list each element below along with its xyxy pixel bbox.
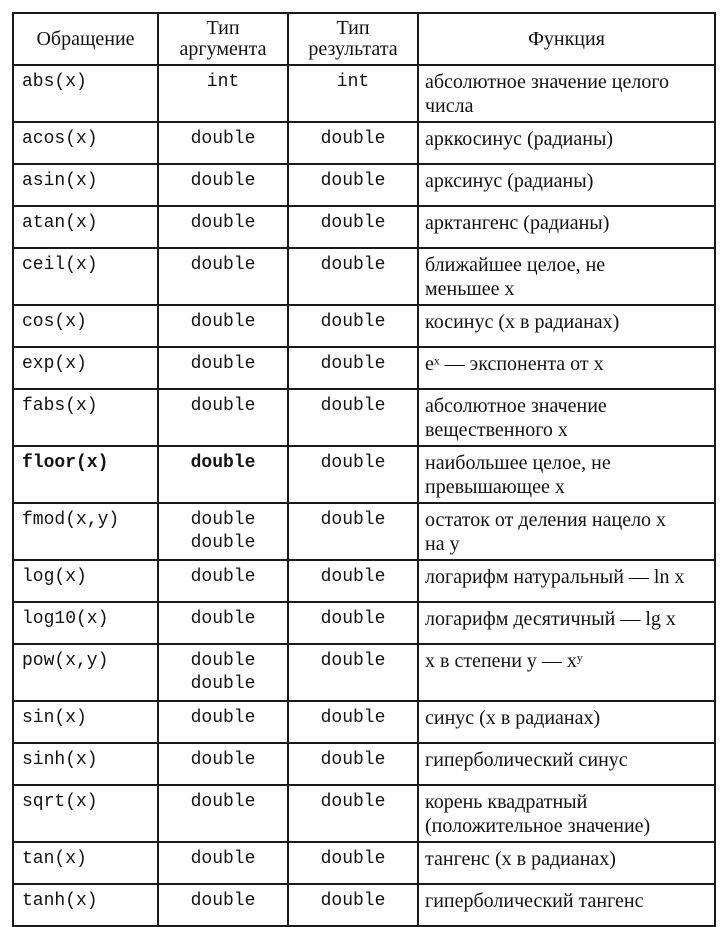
arg-type-value: double (190, 396, 256, 416)
cell-result-type: double (288, 842, 418, 884)
description-line: ближайшее целое, не (425, 254, 606, 276)
cell-call: log10(x) (13, 602, 158, 644)
cell-result-type: double (288, 701, 418, 743)
table-row (13, 206, 715, 248)
cell-call: asin(x) (13, 164, 158, 206)
description-line: (положительное значение) (425, 815, 651, 837)
cell-result-type: double (288, 164, 418, 206)
description-line: корень квадратный (425, 791, 588, 813)
cell-call: acos(x) (13, 122, 158, 164)
cell-result-type: double (288, 347, 418, 389)
arg-type-value: double (190, 129, 256, 149)
table-row (13, 305, 715, 347)
cell-arg-type (158, 602, 288, 644)
cell-result-type: double (288, 785, 418, 842)
cell-call: abs(x) (13, 65, 158, 122)
cell-arg-type (158, 743, 288, 785)
arg-type-value: double (190, 354, 256, 374)
cell-function-description (418, 122, 715, 164)
table-row (13, 122, 715, 164)
cell-arg-type (158, 560, 288, 602)
cell-arg-type (158, 446, 288, 503)
description-line: eˣ — экспонента от x (425, 353, 604, 375)
header-arg-type: Тип аргумента (158, 13, 288, 65)
arg-type-value: double (190, 849, 256, 869)
cell-arg-type (158, 842, 288, 884)
arg-type-value: double (190, 255, 256, 275)
cell-call: pow(x,y) (13, 644, 158, 701)
description-line: логарифм натуральный — ln x (425, 566, 685, 588)
description-line: остаток от деления нацело x (425, 509, 667, 531)
cell-result-type: double (288, 560, 418, 602)
cell-arg-type (158, 164, 288, 206)
cell-result-type: double (288, 206, 418, 248)
header-function: Функция (418, 13, 715, 65)
header-call: Обращение (13, 13, 158, 65)
cell-function-description (418, 785, 715, 842)
cell-function-description (418, 743, 715, 785)
arg-type-value: double (190, 510, 256, 530)
description-line: превышающее x (425, 476, 565, 498)
cell-arg-type (158, 206, 288, 248)
cell-call: sin(x) (13, 701, 158, 743)
math-functions-table-container (12, 12, 714, 912)
cell-call: exp(x) (13, 347, 158, 389)
description-line: вещественного x (425, 419, 568, 441)
cell-result-type: double (288, 743, 418, 785)
cell-arg-type (158, 305, 288, 347)
description-line: меньшее x (425, 278, 515, 300)
cell-call: log(x) (13, 560, 158, 602)
table-row (13, 65, 715, 122)
cell-function-description (418, 884, 715, 926)
cell-call: tan(x) (13, 842, 158, 884)
description-line: логарифм десятичный — lg x (425, 608, 676, 630)
table-row (13, 560, 715, 602)
table-header-row (13, 13, 715, 65)
description-line: числа (425, 95, 474, 117)
table-row (13, 503, 715, 560)
cell-result-type: double (288, 122, 418, 164)
cell-call: cos(x) (13, 305, 158, 347)
table-row (13, 347, 715, 389)
cell-result-type: double (288, 644, 418, 701)
description-line: на y (425, 533, 460, 555)
cell-arg-type (158, 644, 288, 701)
description-line: гиперболический тангенс (425, 890, 644, 912)
arg-type-value: double (190, 708, 256, 728)
description-line: арксинус (радианы) (425, 170, 594, 192)
cell-call: atan(x) (13, 206, 158, 248)
description-line: абсолютное значение (425, 395, 607, 417)
arg-type-value: int (206, 72, 240, 92)
table-row (13, 785, 715, 842)
table-row (13, 701, 715, 743)
cell-arg-type (158, 389, 288, 446)
cell-arg-type (158, 248, 288, 305)
cell-call: sqrt(x) (13, 785, 158, 842)
description-line: тангенс (x в радианах) (425, 848, 616, 870)
math-functions-table (12, 12, 716, 927)
arg-type-value: double (190, 213, 256, 233)
cell-result-type: double (288, 389, 418, 446)
table-row (13, 842, 715, 884)
cell-function-description (418, 248, 715, 305)
table-body (13, 65, 715, 926)
cell-result-type: double (288, 503, 418, 560)
table-row (13, 884, 715, 926)
cell-call: ceil(x) (13, 248, 158, 305)
arg-type-value: double (190, 891, 256, 911)
cell-result-type: int (288, 65, 418, 122)
cell-function-description (418, 164, 715, 206)
table-row (13, 164, 715, 206)
cell-arg-type (158, 347, 288, 389)
arg-type-value: double (190, 750, 256, 770)
cell-arg-type (158, 122, 288, 164)
arg-type-value: double (190, 674, 256, 694)
description-line: арккосинус (радианы) (425, 128, 614, 150)
cell-arg-type (158, 884, 288, 926)
arg-type-value: double (190, 567, 256, 587)
cell-function-description (418, 206, 715, 248)
table-row (13, 389, 715, 446)
arg-type-value: double (190, 651, 256, 671)
arg-type-value: double (190, 171, 256, 191)
cell-arg-type (158, 65, 288, 122)
cell-function-description (418, 701, 715, 743)
arg-type-value: double (190, 792, 256, 812)
cell-function-description (418, 347, 715, 389)
cell-result-type: double (288, 248, 418, 305)
description-line: x в степени y — xʸ (425, 650, 583, 672)
arg-type-value: double (190, 312, 256, 332)
description-line: гиперболический синус (425, 749, 628, 771)
description-line: арктангенс (радианы) (425, 212, 610, 234)
cell-result-type: double (288, 602, 418, 644)
cell-function-description (418, 602, 715, 644)
cell-call: tanh(x) (13, 884, 158, 926)
arg-type-value: double (190, 533, 256, 553)
table-row (13, 446, 715, 503)
arg-type-value: double (190, 453, 256, 473)
cell-arg-type (158, 701, 288, 743)
description-line: косинус (x в радианах) (425, 311, 620, 333)
cell-result-type: double (288, 305, 418, 347)
description-line: абсолютное значение целого (425, 71, 670, 93)
table-row (13, 602, 715, 644)
description-line: наибольшее целое, не (425, 452, 611, 474)
cell-function-description (418, 65, 715, 122)
cell-function-description (418, 305, 715, 347)
cell-function-description (418, 503, 715, 560)
table-row (13, 743, 715, 785)
cell-arg-type (158, 785, 288, 842)
cell-result-type: double (288, 446, 418, 503)
table-row (13, 248, 715, 305)
cell-call: fmod(x,y) (13, 503, 158, 560)
arg-type-value: double (190, 609, 256, 629)
cell-function-description (418, 842, 715, 884)
header-result-type: Тип результата (288, 13, 418, 65)
cell-call: floor(x) (13, 446, 158, 503)
table-row (13, 644, 715, 701)
cell-result-type: double (288, 884, 418, 926)
cell-function-description (418, 446, 715, 503)
cell-call: fabs(x) (13, 389, 158, 446)
cell-function-description (418, 560, 715, 602)
cell-function-description (418, 644, 715, 701)
cell-function-description (418, 389, 715, 446)
cell-call: sinh(x) (13, 743, 158, 785)
cell-arg-type (158, 503, 288, 560)
description-line: синус (x в радианах) (425, 707, 601, 729)
